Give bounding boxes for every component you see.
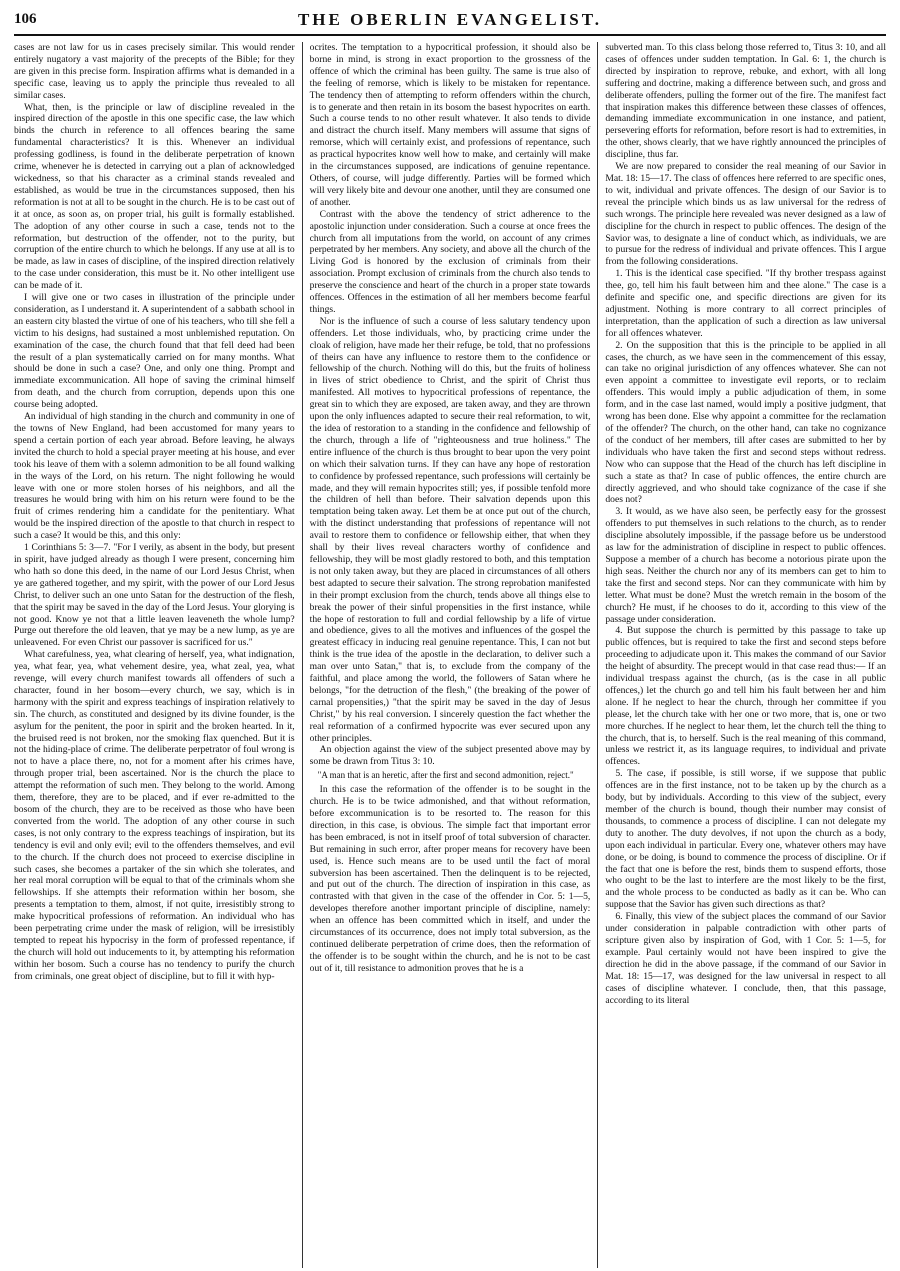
paragraph: 5. The case, if possible, is still worse, if we suppose that public offences are in the first instance, not to be taken up by the church as a body, but by individuals. According to this view of the subject, every member of the church is bound, though their number may consist of thousands, to commence a process of discipline. I can not delegate my duty to another. The duty devolves, if not upon the church as a body, upon each individual in particular. Every one, whatever others may have done, or be doing, is bound to commence the process of discipline. Or if the fact that one is before the rest, binds them to suspend efforts, those who ought to be the last to interfere are the most likely to be the first, and the whole process to be conducted as badly as it can be. Who can suppose that the Savior has given such directions as that? bbox=[605, 768, 886, 911]
paragraph: Contrast with the above the tendency of strict adherence to the apostolic injunction under consideration. Such a course at once frees the church from all imputations from the world, on account of any crimes perpetrated by her members. Any society, and above all the church of the Living God is honored by the exclusion of criminals from their association. Prompt exclusion of criminals from the church also tends to preserve the conscience and heart of the church in a proper state towards offences. Offences in the estimation of all her members become fearful things. bbox=[309, 208, 591, 315]
paragraph: ocrites. The temptation to a hypocritical profession, it should also be borne in mind, is strong in exact proportion to the grossness of the offence of which the criminal has been guilty. The same is true also of the feeling of remorse, which is likely to be mistaken for repentance. The tendency then of attempting to reform offenders within the church, is to generate and then retain in its bosom the basest hypocrites on earth. Such a course tends to no other result whatever. It also tends to divide and distract the church itself. Many members will assume that signs of remorse, which will certainly exist, and professions of repentance, such as practical hypocrites know well how to make, and certainly will make in the circumstances supposed, are indications of genuine repentance. Others, of course, will judge differently. Parties will be formed which will very likely bite and devour one another, until they are consumed one of another. bbox=[309, 42, 591, 208]
paragraph: 4. But suppose the church is permitted by this passage to take up public offences, but is required to take the first and second steps before proceeding to adjudicate upon it. This makes the command of our Savior the height of absurdity. The precept would in that case read thus:— If an individual trespass against the church, (as is the case in all public offences,) let the church go and tell him his fault between her and him alone. If he neglect to hear the church, through her committee if you please, let the church take with her one or two more, that is, one or two more churches. If he neglect to hear them, let the church tell the thing to the church, that is, to herself. Such is the real meaning of this command, unless we restrict it, as its language requires, to individual and private offences. bbox=[605, 625, 886, 768]
paragraph: An objection against the view of the subject presented above may by some be drawn from Titus 3: 10. bbox=[309, 744, 591, 768]
column-3 bbox=[597, 42, 886, 1268]
paragraph: 3. It would, as we have also seen, be perfectly easy for the grossest offenders to put themselves in such relations to the church, as to render discipline absolutely impossible, if the passage before us be understood as law for the administration of discipline in respect to public offences. Suppose a member of a church has become a notorious pirate upon the high seas. Neither the church nor any of its members can get to him to take the first and second steps. Nor can they communicate with him by letter. What must be done? Must the wretch remain in the bosom of the church? He must, if he chooses to do it, according to this view of the passage under consideration. bbox=[605, 506, 886, 625]
paragraph: 2. On the supposition that this is the principle to be applied in all cases, the church, as we have seen in the commencement of this essay, can take no original jurisdiction of any offences whatever. She can not even appoint a committee to investigate evil reports, or to reclaim offenders. This would imply a public adjudication of them, in some form, and in the case last named, would imply a positive judgment, that wrong has been done. Else why appoint a committee for the reclamation of the offender? The church, on the other hand, can take no cognizance of the conduct of her members, till after cases are submitted to her by individuals who have taken the first and second steps without redress. Now who can suppose that the Head of the church has left discipline in such a state as that? In case of public offences, the entire church are directly aggrieved, and who should take cognizance of the case if she does not? bbox=[605, 339, 886, 506]
paragraph: We are now prepared to consider the real meaning of our Savior in Mat. 18: 15—17. The class of offences here referred to are specific ones, to wit, individual and private offences. The design of our Savior is to reveal the principle which binds us as law universal for the redress of such wrongs. The principle here revealed was never designed as a law of discipline for the church in respect to public offences. The design of the Savior was, to designate a line of conduct which, as individuals, we are to pursue for the redress of individual and private offences. This I argue from the following considerations. bbox=[605, 161, 886, 268]
paragraph: In this case the reformation of the offender is to be sought in the church. He is to be twice admonished, and that without reformation, before excommunication is to be resorted to. The reason for this direction, in this case, is obvious. The simple fact that important error has been embraced, is not in itself proof of total subversion of character. But remaining in such error, after proper means for recovery have been used, is. Hence such means are to be used until the fact of moral subversion has been ascertained. Then the delinquent is to be rejected, and put out of the church. The direction of inspiration in this case, as contrasted with that given in the case of the offender in Cor. 5: 1—5, developes therefore another important principle of discipline, namely: when an offence has been committed which in itself, and under the circumstances of its occurrence, does not imply total subversion, as the continued deliberate perpetration of crime does, then the reformation of the offender is to be sought within the church, and he is not to be cast out of it, till resistance to admonition proves that he is a bbox=[309, 784, 591, 974]
paragraph: 1 Corinthians 5: 3—7. "For I verily, as absent in the body, but present in spirit, have judged already as though I were present, concerning him who hath so done this deed, in the name of our Lord Jesus Christ, when ye are gathered together, and my spirit, with the power of our Lord Jesus Christ, to deliver such an one unto Satan for the destruction of the flesh, that the spirit may be saved in the day of the Lord Jesus. Your glorying is not good. Know ye not that a little leaven leaveneth the whole lump? Purge out therefore the old leaven, that ye may be a new lump, as ye are unleavened. For even Christ our passover is sacrificed for us." bbox=[14, 542, 295, 649]
paragraph: cases are not law for us in cases precisely similar. This would render entirely nugatory a vast majority of the precepts of the Bible; for they are given in this precise form. Inspiration affirms what is demanded in a specific case, leaving us to apply the principle thus revealed to all similar cases. bbox=[14, 42, 295, 101]
paragraph: Nor is the influence of such a course of less salutary tendency upon offenders. Let those individuals, who, by practicing crime under the cloak of religion, have made her their refuge, be told, that no professions of theirs can have any influence to restore them to the confidence or fellowship of the church. Nothing will do this, but the fruits of holiness in lives of strict obedience to Christ, and the spirit of Christ thus manifested. All motives to hypocritical professions of repentance, the great sin to which they are exposed, are taken away, and they are thrown upon the only influences adapted to secure their real reformation, to wit, the idea of restoration to a standing in the confidence and fellowship of the church, through a life of "righteousness and true holiness." The entire influence of the church is thus brought to bear upon the very point on which their salvation turns. If they can have any hope of restoration to confidence by professed repentance, such professions will certainly be made, and they will remain hypocrites still; yes, if possible tenfold more the children of hell than before. Their salvation depends upon this temptation being taken away. Let them be at once put out of the church, with the distinct understanding that professions of repentance will not avail to restore them to confidence or fellowship either, that when they shall by their lives reveal characters worthy of confidence and fellowship, they will be most gladly restored to both, and this temptation is not only taken away, but they are placed in circumstances of all others best adapted to secure their salvation. The strong reprobation manifested in their prompt exclusion from the church, tends above all things else to break the power of their sinful propensities in the first instance, while the hope of restoration to full and cordial fellowship by a life of virtue and obedience, gives to all the motives and influences of the gospel the greatest efficacy in inducing real genuine repentance. This, I can not but think is the true idea of the apostle in the declaration, to deliver such a man over unto Satan," that is, to exclude from the company of the faithful, and place among the world, the followers of Satan where he belongs, "for the detruction of the flesh," (the breaking of the power of carnal propensities,) "that the spirit may be saved in the day of Jesus Christ," by his real conversion. I sincerely question the fact whether the real reformation of a confirmed hypocrite was ever secured upon any other principles. bbox=[309, 315, 591, 744]
paragraph: 6. Finally, this view of the subject places the command of our Savior under consideration in palpable contradiction with other parts of scripture given also by inspiration of God, with 1 Cor. 5: 1—5, for example. Paul certainly would not have been inspired to give the direction he did in the above passage, if the command of our Savior in Mat. 18: 15—17, was designed for the law universal in respect to all cases of discipline whatever. I conclude, then, that this passage, according to its literal bbox=[605, 911, 886, 1006]
masthead bbox=[14, 8, 886, 36]
column-1 bbox=[14, 42, 302, 1268]
paragraph: I will give one or two cases in illustration of the principle under consideration, as I understand it. A superintendent of a sabbath school in an eastern city blasted the virtue of one of his teachers, who till she fell a victim to his designs, had sustained a most unblemished reputation. On examination of the case, the church found that that fell deed had been the result of a plan systematically carried on for many months. What should be done in such a case? One, and only one thing. Prompt and immediate excommunication. All hope of saving the criminal himself from death, and the church from corruption, depends upon this one course being adopted. bbox=[14, 292, 295, 411]
page-number: 106 bbox=[14, 11, 37, 27]
text-columns bbox=[14, 42, 886, 1268]
paragraph: An individual of high standing in the church and community in one of the towns of New England, had been accustomed for many years to spend a certain portion of each year abroad. Before leaving, he always invited the church to hold a special prayer meeting at his house, and ever took his leave of them with a solemn admonition to be all found walking in the ways of the Lord, on his return. The night following he would leave with one or more stolen horses of his neighbors, and all the treasures he would bring with him on his return were found to be the fruit of crimes rendering him a candidate for the penitentiary. What would be the inspired direction of the apostle to that church in respect to such a case? It would be this, and this only: bbox=[14, 411, 295, 542]
paragraph: "A man that is an heretic, after the first and second admonition, reject." bbox=[317, 770, 574, 781]
paragraph: 1. This is the identical case specified. "If thy brother trespass against thee, go, tell him his fault between him and thee alone." The case is a definite and specific one, and specific directions are given for its adjustment. Nothing is more contrary to all correct principles of interpretation, than the application of such a direction as law universal for all offences whatever. bbox=[605, 268, 886, 339]
paragraph: What, then, is the principle or law of discipline revealed in the inspired direction of the apostle in this one specific case, the law which binds the church in reference to all offences bearing the same fundamental characteristics? It is this. Whenever an individual professing godliness, is found in the deliberate perpetration of known crime, whenever he is detected in carrying out a plan of acknowledged wickedness, so that his character as a criminal stands revealed and established, as would be true in the circumstances supposed, then his reformation is not at all to be sought in the church. He is to be cast out of it at once, as soon as, on proper trial, his guilt is formally established. The adoption of any other course in such a case, tends not to the reformation, but destruction of the offender, not to the purity, but corruption of the entire church to which he belongs. If any use at all is to be made, as law in cases of discipline, of the inspired direction relatively to the case under consideration, this must be it. No other intelligent use can be made of it. bbox=[14, 101, 295, 292]
journal-title: THE OBERLIN EVANGELIST. bbox=[297, 10, 603, 29]
column-2 bbox=[302, 42, 598, 1268]
paragraph: What carefulness, yea, what clearing of herself, yea, what indignation, yea, what fear, yea, what vehement desire, yea, what zeal, yea, what revenge, will every church manifest towards all offenders of such a character, found in her bosom—every church, we say, which is in harmony with the spirit and express teachings of inspiration relatively to sin. The church, as constituted and designed by its divine founder, is the asylum for the penitent, the poor in spirit and the broken hearted. In it, the bruised reed is not broken, nor the smoking flax quenched. But it is not the hiding-place of crime. The deliberate perpetrator of foul wrong is not to have a place there, no, not for a moment after his crimes have, through proper trial, been ascertained. Nor is the church the place to attempt the reformation of such men. They belong to the world. Among them, therefore, they are to be placed, and if ever re-admitted to the bosom of the church, they are to be received as those who have been converted from the world. The adoption of any other course in such cases, is not only contrary to the express teachings of inspiration, but its tendency is evil and only evil; evil to the offenders themselves, and evil to the church. If the church does not proceed to exercise discipline in such cases, she becomes a partaker of the sin which she tolerates, and her real moral corruption will be equal to that of the criminals whom she fellowships. If she attempts their reformation within her bosom, she presents a temptation to them, almost, if not quite, irresistibly strong to make hypocritical professions of reformation. An individual who has been perpetrating crime under the mask of religion, will be irresistibly tempted to repeat his hypocrisy in the form of professed repentance, if the church will hold out inducements to it, by attempting his reformation within her bosom. Such a course has no tendency to purify the church from criminals, one great object of discipline, but to fill it with hyp- bbox=[14, 649, 295, 982]
paragraph: subverted man. To this class belong those referred to, Titus 3: 10, and all cases of offences under sudden temptation. In Gal. 6: 1, the church is directed by inspiration to reprove, rebuke, and exhort, with all long suffering and doctrine, making a difference between such, and gross and deliberate offenders, pulling the former out of the fire. The manifest fact that inspiration makes this difference between these classes of offences, demanding immediate excommunication in one instance, and patient, persevering efforts for reformation, before resort is had to extremities, in the other, shows clearly, that we have rightly announced the principles of discipline, thus far. bbox=[605, 42, 886, 161]
